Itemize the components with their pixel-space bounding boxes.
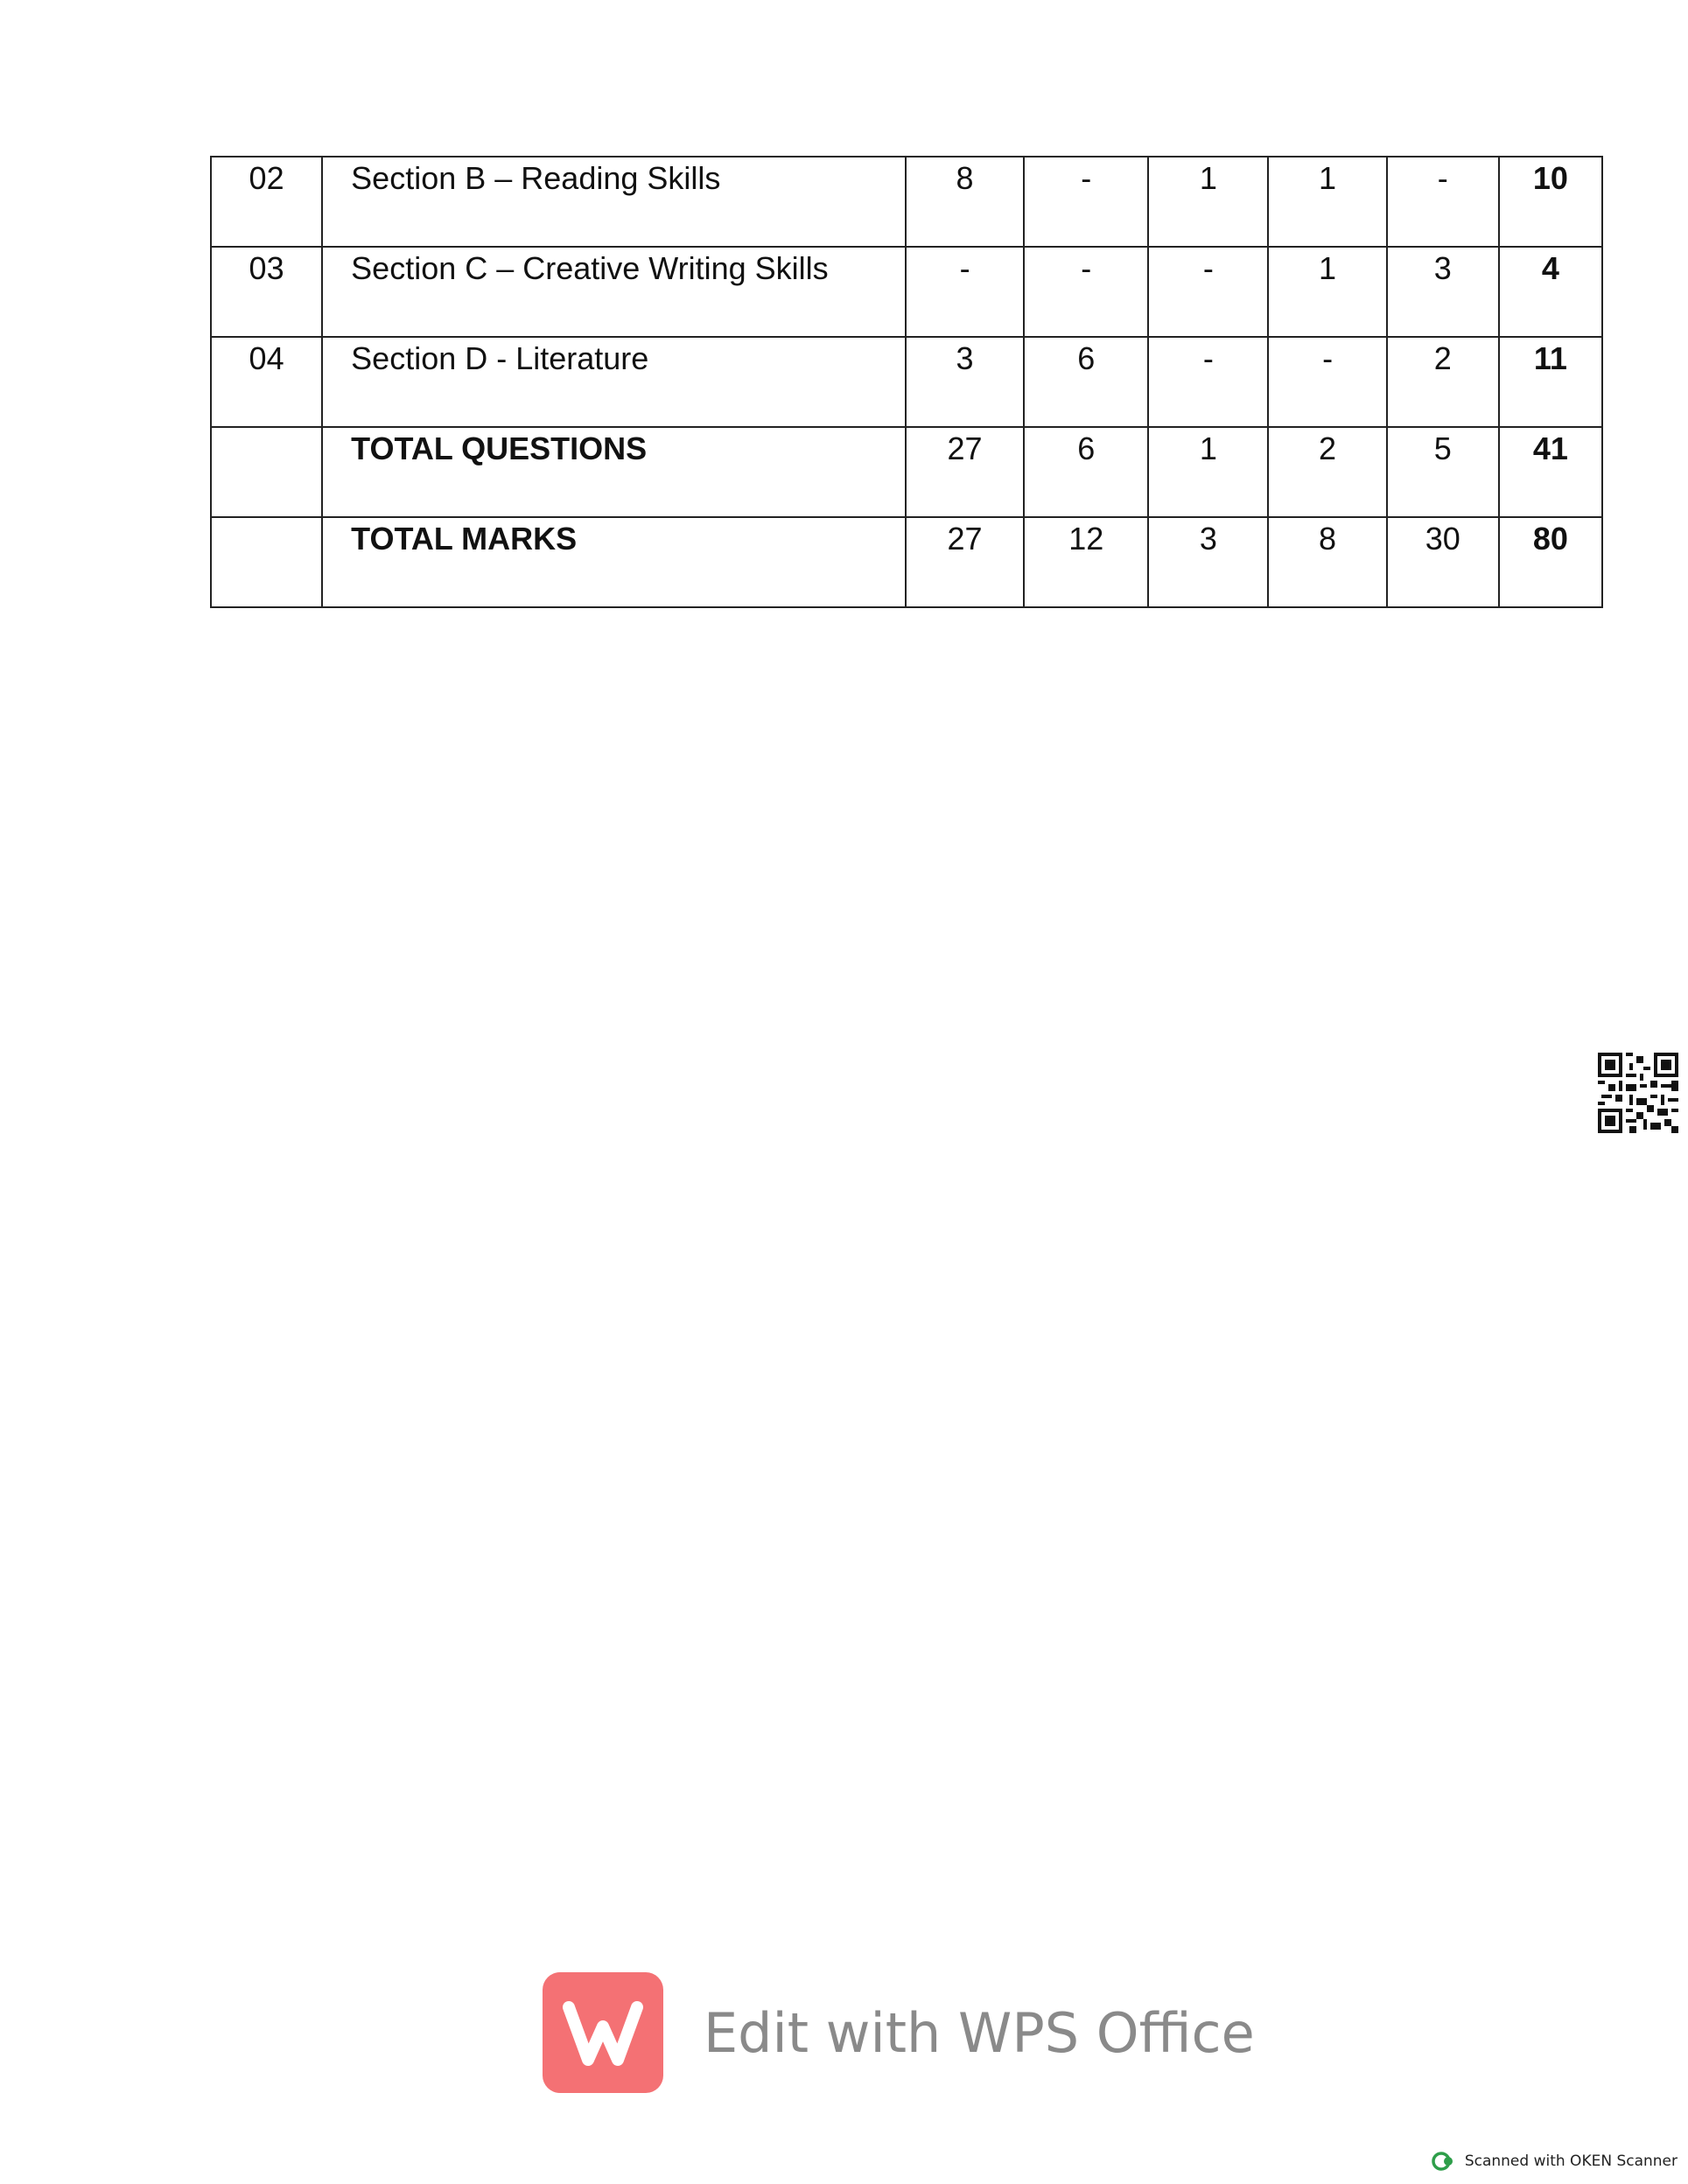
- value-cell: [906, 517, 1024, 607]
- cell-value: -: [1202, 250, 1214, 286]
- section-name-cell: [322, 517, 906, 607]
- cell-value: 2: [1319, 430, 1337, 466]
- value-cell: [1268, 247, 1386, 337]
- table-row: [211, 517, 1602, 607]
- total-value: 4: [1541, 250, 1559, 286]
- value-cell: [1268, 337, 1386, 427]
- value-cell: [1024, 517, 1148, 607]
- cell-value: 27: [947, 521, 983, 556]
- section-name-cell: [322, 427, 906, 517]
- section-name-cell: [322, 247, 906, 337]
- value-cell: [1387, 427, 1499, 517]
- total-cell: [1499, 427, 1602, 517]
- wps-watermark: [543, 1971, 1255, 2094]
- cell-value: 3: [1199, 521, 1217, 556]
- cell-value: -: [1202, 340, 1214, 376]
- table-row: [211, 157, 1602, 247]
- serial-number-cell: [211, 517, 322, 607]
- section-name-cell: [322, 337, 906, 427]
- serial-number-cell: [211, 157, 322, 247]
- total-value: 41: [1532, 430, 1568, 466]
- value-cell: [1148, 517, 1268, 607]
- total-value: 10: [1532, 160, 1568, 196]
- serial-number-cell: [211, 337, 322, 427]
- scanner-text: Scanned with OKEN Scanner: [1464, 2152, 1677, 2170]
- table-body: [211, 157, 1602, 607]
- cell-value: 8: [956, 160, 974, 196]
- cell-value: 1: [1319, 160, 1337, 196]
- value-cell: [1148, 247, 1268, 337]
- total-cell: [1499, 337, 1602, 427]
- oken-scanner-icon: [1432, 2150, 1454, 2173]
- cell-value: 3: [956, 340, 974, 376]
- value-cell: [1387, 157, 1499, 247]
- qr-code-icon: [1598, 1053, 1678, 1133]
- cell-value: 5: [1433, 430, 1452, 466]
- wps-watermark-text: Edit with WPS Office: [704, 2000, 1255, 2065]
- value-cell: [1387, 517, 1499, 607]
- value-cell: [1148, 337, 1268, 427]
- total-cell: [1499, 157, 1602, 247]
- serial-number: 02: [249, 160, 284, 196]
- serial-number-cell: [211, 427, 322, 517]
- value-cell: [1024, 247, 1148, 337]
- total-cell: [1499, 517, 1602, 607]
- cell-value: -: [1437, 160, 1448, 196]
- cell-value: 3: [1433, 250, 1452, 286]
- value-cell: [1024, 157, 1148, 247]
- cell-value: 6: [1077, 430, 1096, 466]
- value-cell: [1148, 427, 1268, 517]
- cell-value: 2: [1433, 340, 1452, 376]
- cell-value: -: [1322, 340, 1334, 376]
- serial-number: [212, 428, 321, 433]
- total-cell: [1499, 247, 1602, 337]
- section-name: Section D - Literature: [351, 340, 649, 376]
- value-cell: [1148, 157, 1268, 247]
- serial-number: 03: [249, 250, 284, 286]
- value-cell: [906, 157, 1024, 247]
- value-cell: [906, 427, 1024, 517]
- table-row: [211, 247, 1602, 337]
- cell-value: 30: [1425, 521, 1460, 556]
- total-value: 80: [1532, 521, 1568, 556]
- serial-number: [212, 518, 321, 523]
- value-cell: [1268, 517, 1386, 607]
- serial-number: 04: [249, 340, 284, 376]
- cell-value: -: [1081, 250, 1092, 286]
- wps-logo-icon: [543, 1972, 663, 2093]
- total-value: 11: [1533, 340, 1567, 376]
- serial-number-cell: [211, 247, 322, 337]
- cell-value: 6: [1077, 340, 1096, 376]
- scanner-badge: [1432, 2148, 1677, 2174]
- value-cell: [906, 337, 1024, 427]
- section-name-cell: [322, 157, 906, 247]
- cell-value: 1: [1199, 160, 1217, 196]
- section-name: Section C – Creative Writing Skills: [351, 250, 829, 286]
- table-row: [211, 427, 1602, 517]
- section-name: TOTAL QUESTIONS: [351, 430, 648, 466]
- value-cell: [1268, 427, 1386, 517]
- value-cell: [1387, 247, 1499, 337]
- cell-value: -: [1081, 160, 1092, 196]
- value-cell: [1024, 427, 1148, 517]
- cell-value: 1: [1319, 250, 1337, 286]
- section-name: Section B – Reading Skills: [351, 160, 721, 196]
- cell-value: 8: [1319, 521, 1337, 556]
- value-cell: [906, 247, 1024, 337]
- table-row: [211, 337, 1602, 427]
- value-cell: [1024, 337, 1148, 427]
- blueprint-table: [210, 156, 1603, 608]
- value-cell: [1387, 337, 1499, 427]
- value-cell: [1268, 157, 1386, 247]
- cell-value: 27: [947, 430, 983, 466]
- section-name: TOTAL MARKS: [351, 521, 578, 556]
- cell-value: 12: [1068, 521, 1104, 556]
- cell-value: -: [959, 250, 970, 286]
- cell-value: 1: [1199, 430, 1217, 466]
